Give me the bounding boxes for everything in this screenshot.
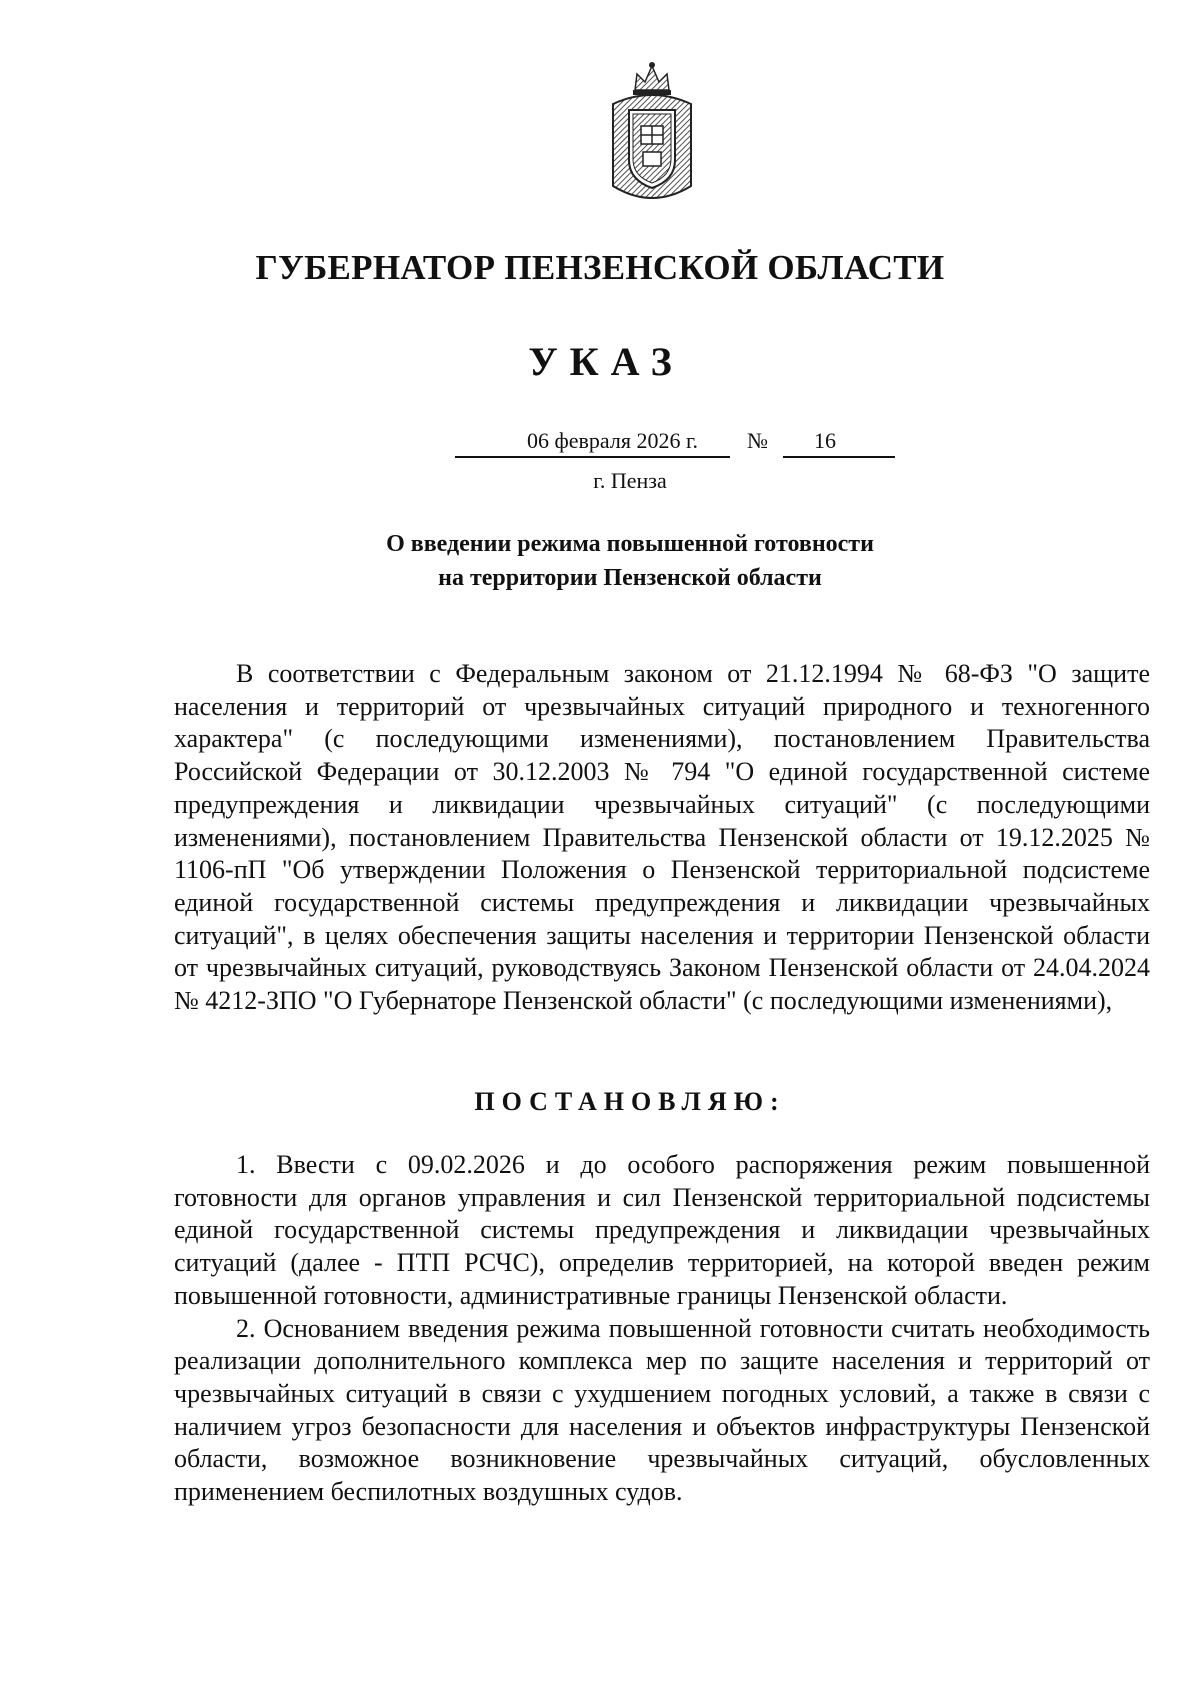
number-label: № [747,428,768,453]
title-line-2: на территории Пензенской области [438,565,822,591]
document-title [0,527,1200,595]
preamble [174,658,1150,1018]
document-date: 06 февраля 2026 г. [455,426,730,458]
title-line-1: О введении режима повышенной готовности [386,531,874,557]
decree-word: ПОСТАНОВЛЯЮ: [474,1087,786,1116]
document-type: УКАЗ [528,339,684,384]
document-number: 16 [783,426,895,458]
date-number-line [455,426,895,458]
preamble-paragraph: В соответствии с Федеральным законом от 21.12.1994 № 68-ФЗ "О защите населения и территорий от чрезвычайных ситуаций природного и техногенного характера" (с последующими изменениями), постановлением Правительства Российской Федерации от 30.12.2003 № 794 "О единой государственной системе предупреждения и ликвидации чрезвычайных ситуаций" (с последующими изменениями), постановлением Правительства Пензенской области от 19.12.2025 № 1106-пП "Об утверждении Положения о Пензенской территориальной подсистеме единой государственной системы предупреждения и ликвидации чрезвычайных ситуаций", в целях обеспечения защиты населения и территории Пензенской области от чрезвычайных ситуаций, руководствуясь Законом Пензенской области от 24.04.2024 № 4212-ЗПО "О Губернаторе Пензенской области" (с последующими изменениями), [174,659,1150,1016]
decree-items [174,1149,1150,1509]
decree-item-2: 2. Основанием введения режима повышенной готовности считать необходимость реализации дополнительного комплекса мер по защите населения и территорий от чрезвычайных ситуаций в связи с ухудшением погодных условий, а также в связи с наличием угроз безопасности для населения и объектов инфраструктуры Пензенской области, возможное возникновение чрезвычайных ситуаций, обусловленных применением беспилотных воздушных судов. [174,1313,1150,1507]
decree-item-1: 1. Ввести с 09.02.2026 и до особого распоряжения режим повышенной готовности для органов управления и сил Пензенской территориальной подсистемы единой государственной системы предупреждения и ликвидации чрезвычайных ситуаций (далее - ПТП РСЧС), определив территорией, на которой введен режим повышенной готовности, административные границы Пензенской области. [174,1150,1150,1310]
coat-of-arms-icon [607,60,697,210]
authority-name: ГУБЕРНАТОР ПЕНЗЕНСКОЙ ОБЛАСТИ [255,248,945,287]
city: г. Пенза [593,468,667,493]
